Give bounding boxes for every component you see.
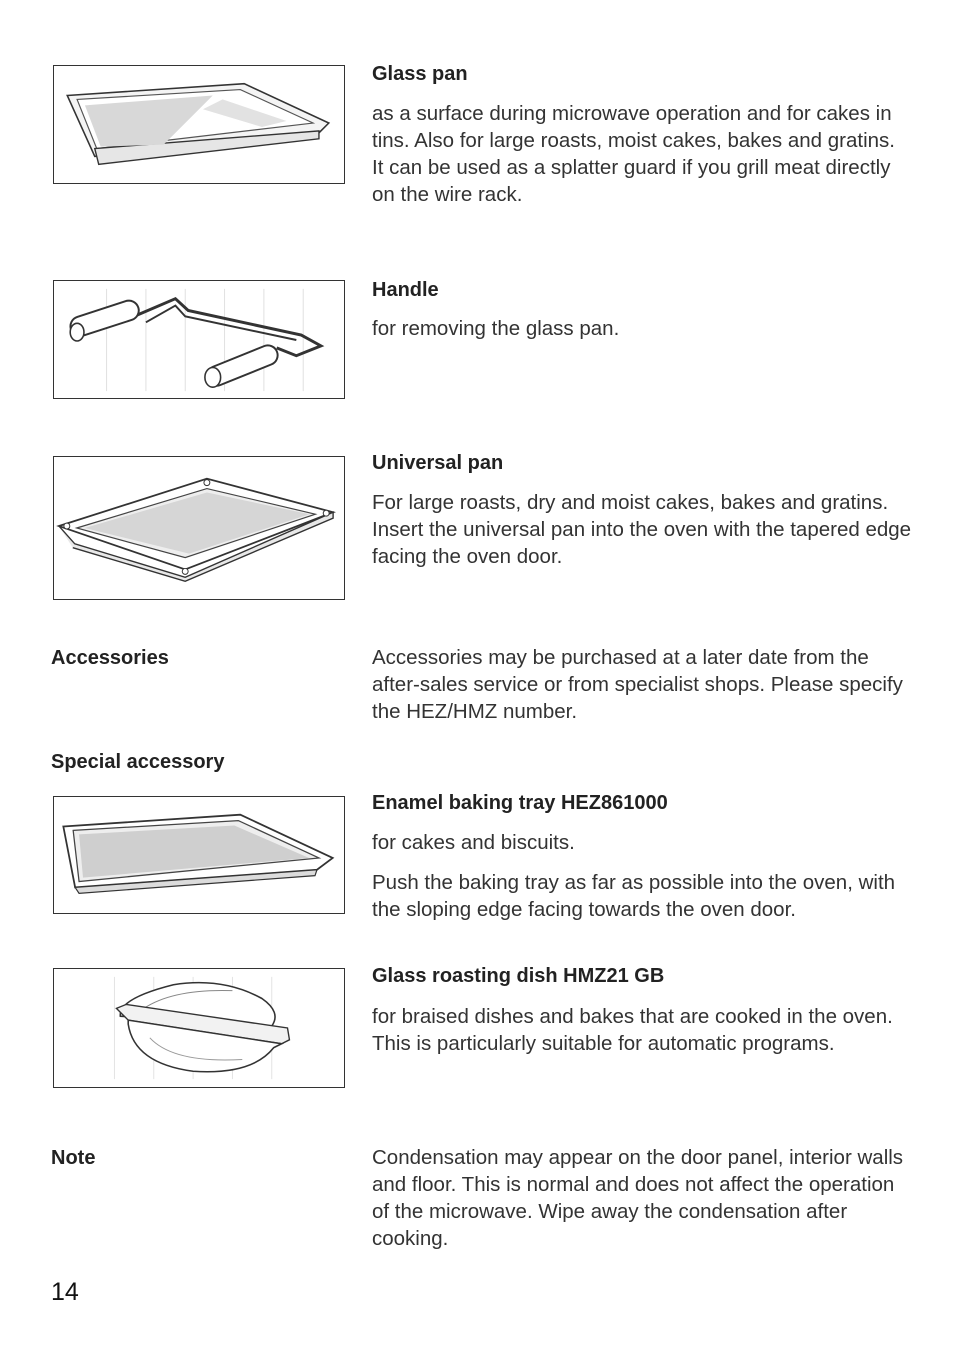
universal-pan-icon — [54, 457, 344, 599]
roasting-dish-illustration — [53, 968, 345, 1088]
note-description — [372, 1144, 912, 1252]
roasting-dish-title: Glass roasting dish HMZ21 GB — [372, 965, 665, 987]
roasting-dish-description — [372, 1003, 912, 1057]
handle-icon — [54, 281, 344, 398]
accessories-label: Accessories — [51, 647, 169, 669]
glass-pan-description — [372, 100, 912, 208]
enamel-tray-description — [372, 829, 912, 923]
roasting-dish-icon — [54, 969, 344, 1087]
glass-pan-icon — [54, 66, 344, 183]
roasting-dish-text-1: for braised dishes and bakes that are cooked in the oven. This is particularly suitable for automatic programs. — [372, 1005, 893, 1055]
universal-pan-description — [372, 489, 912, 570]
universal-pan-illustration — [53, 456, 345, 600]
enamel-tray-title: Enamel baking tray HEZ861000 — [372, 792, 668, 814]
note-label: Note — [51, 1147, 96, 1169]
enamel-tray-text-1: for cakes and biscuits. — [372, 831, 575, 854]
universal-pan-title: Universal pan — [372, 452, 504, 474]
handle-text-1: for removing the glass pan. — [372, 317, 620, 340]
glass-pan-text-1: as a surface during microwave operation and for cakes in tins. Also for large roasts, moist cakes, bakes and gratins. — [372, 102, 895, 152]
glass-pan-text-2: It can be used as a splatter guard if you grill meat directly on the wire rack. — [372, 156, 891, 206]
enamel-tray-illustration — [53, 796, 345, 914]
enamel-tray-icon — [54, 797, 344, 913]
universal-pan-text-1: For large roasts, dry and moist cakes, bakes and gratins. — [372, 491, 889, 514]
accessories-text: Accessories may be purchased at a later date from the after-sales service or from specialist shops. Please specify the HEZ/HMZ number. — [372, 646, 903, 723]
enamel-tray-text-2: Push the baking tray as far as possible into the oven, with the sloping edge facing towards the oven door. — [372, 871, 896, 921]
glass-pan-illustration — [53, 65, 345, 184]
page-number: 14 — [51, 1278, 79, 1306]
special-accessory-label: Special accessory — [51, 751, 225, 773]
universal-pan-text-2: Insert the universal pan into the oven with the tapered edge facing the oven door. — [372, 518, 912, 568]
note-text: Condensation may appear on the door panel, interior walls and floor. This is normal and does not affect the operation of the microwave. Wipe away the condensation after cooking. — [372, 1146, 904, 1250]
handle-description — [372, 315, 912, 342]
handle-illustration — [53, 280, 345, 399]
glass-pan-title: Glass pan — [372, 63, 468, 85]
handle-title: Handle — [372, 279, 439, 301]
accessories-description — [372, 644, 912, 725]
